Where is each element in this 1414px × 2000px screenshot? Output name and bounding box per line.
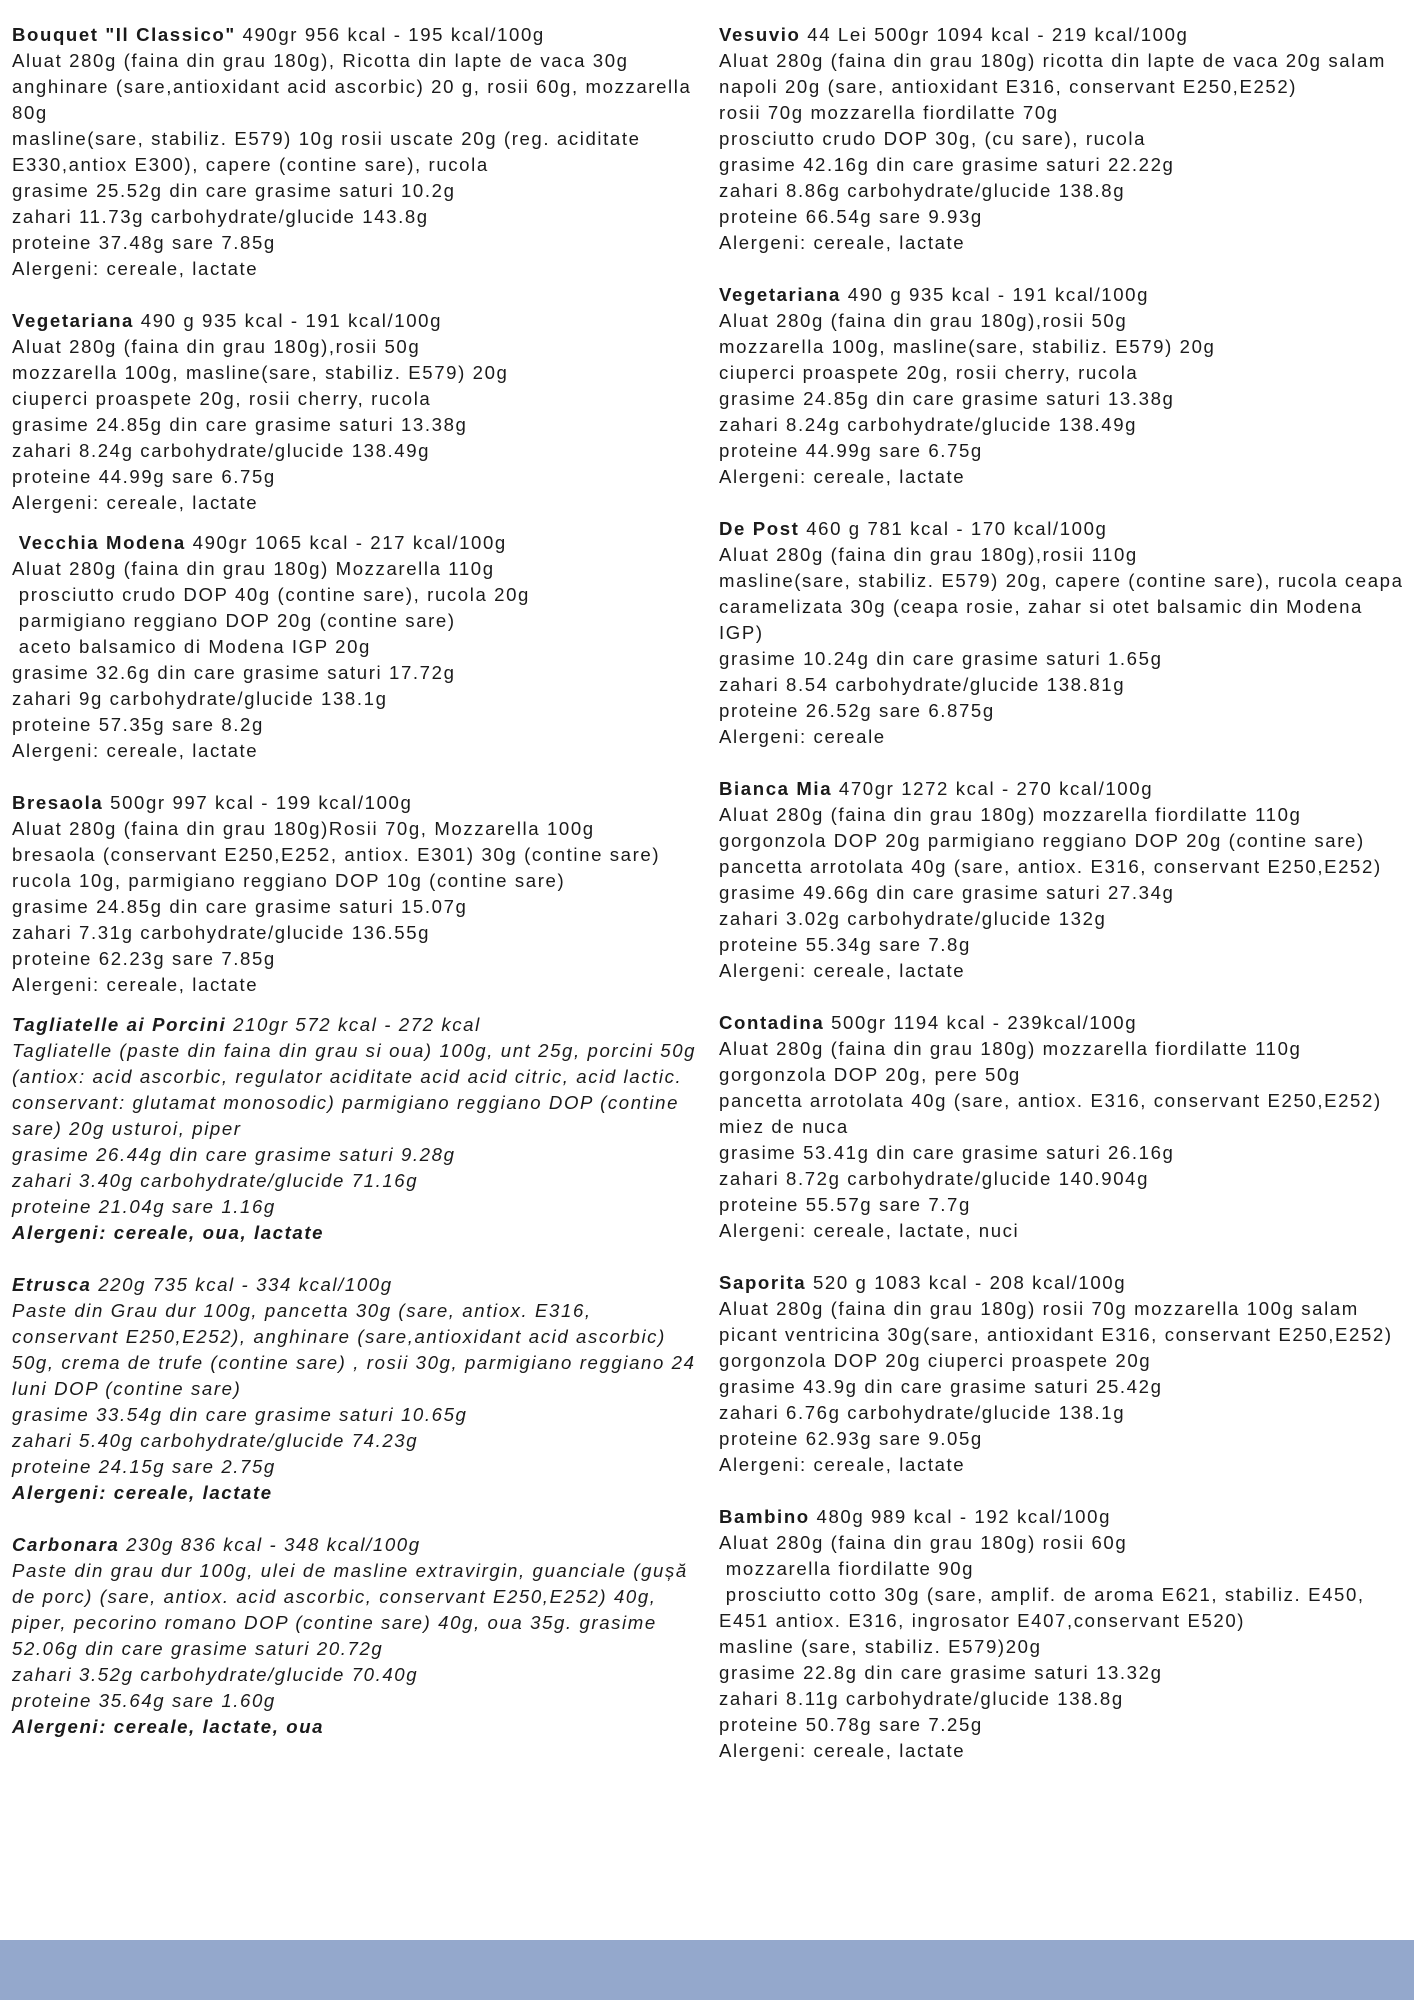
item-line: zahari 8.24g carbohydrate/glucide 138.49g bbox=[719, 414, 1138, 435]
item-name: Bresaola bbox=[12, 792, 104, 813]
item-line: prosciutto cotto 30g (sare, amplif. de aroma E621, stabiliz. E450, E451 antiox. E316, ingrosator E407,conservant E520) bbox=[719, 1584, 1372, 1631]
item-line: grasime 26.44g din care grasime saturi 9.28g bbox=[12, 1144, 456, 1165]
menu-item-de-post bbox=[719, 516, 1409, 750]
item-line: proteine 62.23g sare 7.85g bbox=[12, 948, 276, 969]
item-line: proteine 44.99g sare 6.75g bbox=[719, 440, 983, 461]
item-line: zahari 9g carbohydrate/glucide 138.1g bbox=[12, 688, 388, 709]
item-line: zahari 8.11g carbohydrate/glucide 138.8g bbox=[719, 1688, 1124, 1709]
item-line: Tagliatelle (paste din faina din grau si oua) 100g, unt 25g, porcini 50g (antiox: acid ascorbic, regulator aciditate acid acid citric, acid lactic. conservant: glutamat monosodic) parmigiano reggiano DOP (contine sare) 20g usturoi, piper bbox=[12, 1040, 703, 1139]
item-line: proteine 44.99g sare 6.75g bbox=[12, 466, 276, 487]
item-line: mozzarella fiordilatte 90g bbox=[719, 1558, 975, 1579]
item-line: Aluat 280g (faina din grau 180g),rosii 110g bbox=[719, 544, 1138, 565]
item-name: Vecchia Modena bbox=[12, 532, 186, 553]
menu-item-bresaola bbox=[12, 790, 702, 998]
item-line: zahari 3.52g carbohydrate/glucide 70.40g bbox=[12, 1664, 419, 1685]
item-line: Aluat 280g (faina din grau 180g)Rosii 70g, Mozzarella 100g bbox=[12, 818, 595, 839]
item-details: 470gr 1272 kcal - 270 kcal/100g bbox=[832, 778, 1154, 799]
item-line: proteine 37.48g sare 7.85g bbox=[12, 232, 276, 253]
menu-item-bianca-mia bbox=[719, 776, 1409, 984]
item-details: 230g 836 kcal - 348 kcal/100g bbox=[119, 1534, 421, 1555]
item-line: zahari 6.76g carbohydrate/glucide 138.1g bbox=[719, 1402, 1126, 1423]
menu-item-vegetariana bbox=[12, 308, 702, 516]
item-line: masline(sare, stabiliz. E579) 10g rosii uscate 20g (reg. aciditate E330,antiox E300), capere (contine sare), rucola bbox=[12, 128, 648, 175]
item-name: Tagliatelle ai Porcini bbox=[12, 1014, 227, 1035]
item-name: De Post bbox=[719, 518, 800, 539]
item-name: Contadina bbox=[719, 1012, 825, 1033]
menu-column-left bbox=[12, 22, 702, 1766]
item-allergens: Alergeni: cereale, lactate, nuci bbox=[719, 1220, 1020, 1241]
item-allergens: Alergeni: cereale, lactate bbox=[12, 1482, 273, 1503]
item-line: Aluat 280g (faina din grau 180g) rosii 70g mozzarella 100g salam picant ventricina 30g(sare, antioxidant E316, conservant E250,E252) bbox=[719, 1298, 1393, 1345]
item-line: zahari 8.72g carbohydrate/glucide 140.904g bbox=[719, 1168, 1150, 1189]
item-line: zahari 8.54 carbohydrate/glucide 138.81g bbox=[719, 674, 1126, 695]
item-line: proteine 21.04g sare 1.16g bbox=[12, 1196, 276, 1217]
menu-item-vesuvio bbox=[719, 22, 1409, 256]
item-line: masline (sare, stabiliz. E579)20g bbox=[719, 1636, 1042, 1657]
menu-item-carbonara bbox=[12, 1532, 702, 1740]
item-line: Aluat 280g (faina din grau 180g) mozzarella fiordilatte 110g bbox=[719, 1038, 1302, 1059]
item-line: proteine 24.15g sare 2.75g bbox=[12, 1456, 276, 1477]
item-details: 490gr 956 kcal - 195 kcal/100g bbox=[235, 24, 545, 45]
item-allergens: Alergeni: cereale, lactate, oua bbox=[12, 1716, 325, 1737]
item-line: masline(sare, stabiliz. E579) 20g, capere (contine sare), rucola ceapa caramelizata 30g (ceapa rosie, zahar si otet balsamic din Modena IGP) bbox=[719, 570, 1411, 643]
item-line: zahari 8.24g carbohydrate/glucide 138.49g bbox=[12, 440, 431, 461]
item-details: 490 g 935 kcal - 191 kcal/100g bbox=[841, 284, 1150, 305]
item-line: Paste din Grau dur 100g, pancetta 30g (sare, antiox. E316, conservant E250,E252), anghinare (sare,antioxidant acid ascorbic) 50g, crema de trufe (contine sare) , rosii 30g, parmigiano reggiano 24 luni DOP (contine sare) bbox=[12, 1300, 703, 1399]
menu-item-saporita bbox=[719, 1270, 1409, 1478]
item-name: Vegetariana bbox=[719, 284, 841, 305]
item-details: 220g 735 kcal - 334 kcal/100g bbox=[91, 1274, 393, 1295]
item-line: grasime 24.85g din care grasime saturi 13.38g bbox=[12, 414, 468, 435]
item-line: proteine 66.54g sare 9.93g bbox=[719, 206, 983, 227]
item-line: zahari 7.31g carbohydrate/glucide 136.55g bbox=[12, 922, 431, 943]
item-details: 500gr 1194 kcal - 239kcal/100g bbox=[824, 1012, 1138, 1033]
menu-item-vegetariana-right bbox=[719, 282, 1409, 490]
item-line: Aluat 280g (faina din grau 180g), Ricotta din lapte de vaca 30g bbox=[12, 50, 629, 71]
item-line: gorgonzola DOP 20g, pere 50g bbox=[719, 1064, 1021, 1085]
item-name: Bouquet "Il Classico" bbox=[12, 24, 236, 45]
item-name: Carbonara bbox=[12, 1534, 120, 1555]
item-allergens: Alergeni: cereale, lactate bbox=[719, 960, 966, 981]
item-allergens: Alergeni: cereale, lactate bbox=[719, 1454, 966, 1475]
item-line: grasime 25.52g din care grasime saturi 10.2g bbox=[12, 180, 456, 201]
item-line: gorgonzola DOP 20g ciuperci proaspete 20g bbox=[719, 1350, 1152, 1371]
item-line: parmigiano reggiano DOP 20g (contine sare) bbox=[12, 610, 456, 631]
item-line: miez de nuca bbox=[719, 1116, 849, 1137]
item-allergens: Alergeni: cereale, lactate bbox=[719, 1740, 966, 1761]
item-line: Aluat 280g (faina din grau 180g),rosii 50g bbox=[12, 336, 421, 357]
item-line: zahari 8.86g carbohydrate/glucide 138.8g bbox=[719, 180, 1126, 201]
menu-item-etrusca bbox=[12, 1272, 702, 1506]
item-allergens: Alergeni: cereale, lactate bbox=[12, 492, 259, 513]
item-line: grasime 42.16g din care grasime saturi 22.22g bbox=[719, 154, 1175, 175]
item-line: proteine 62.93g sare 9.05g bbox=[719, 1428, 983, 1449]
item-name: Saporita bbox=[719, 1272, 807, 1293]
item-line: grasime 53.41g din care grasime saturi 26.16g bbox=[719, 1142, 1175, 1163]
menu-column-right bbox=[719, 22, 1409, 1790]
item-name: Etrusca bbox=[12, 1274, 92, 1295]
item-name: Vesuvio bbox=[719, 24, 801, 45]
item-line: Aluat 280g (faina din grau 180g) ricotta din lapte de vaca 20g salam napoli 20g (sare, antioxidant E316, conservant E250,E252) bbox=[719, 50, 1393, 97]
item-line: grasime 10.24g din care grasime saturi 1.65g bbox=[719, 648, 1163, 669]
item-line: zahari 3.02g carbohydrate/glucide 132g bbox=[719, 908, 1107, 929]
menu-item-tagliatelle-ai-porcini bbox=[12, 1012, 702, 1246]
item-details: 480g 989 kcal - 192 kcal/100g bbox=[809, 1506, 1112, 1527]
item-allergens: Alergeni: cereale, lactate bbox=[12, 258, 259, 279]
item-details: 490 g 935 kcal - 191 kcal/100g bbox=[134, 310, 443, 331]
menu-item-contadina bbox=[719, 1010, 1409, 1244]
item-line: grasime 22.8g din care grasime saturi 13.32g bbox=[719, 1662, 1163, 1683]
item-line: proteine 35.64g sare 1.60g bbox=[12, 1690, 276, 1711]
item-allergens: Alergeni: cereale, lactate bbox=[12, 974, 259, 995]
item-allergens: Alergeni: cereale, lactate bbox=[12, 740, 259, 761]
item-line: grasime 24.85g din care grasime saturi 15.07g bbox=[12, 896, 468, 917]
item-line: proteine 50.78g sare 7.25g bbox=[719, 1714, 983, 1735]
item-line: Aluat 280g (faina din grau 180g) Mozzarella 110g bbox=[12, 558, 495, 579]
item-line: Aluat 280g (faina din grau 180g) mozzarella fiordilatte 110g gorgonzola DOP 20g parmigiano reggiano DOP 20g (contine sare) pancetta arrotolata 40g (sare, antiox. E316, conservant E250,E252) bbox=[719, 804, 1382, 877]
item-details: 520 g 1083 kcal - 208 kcal/100g bbox=[806, 1272, 1127, 1293]
item-line: Aluat 280g (faina din grau 180g),rosii 50g bbox=[719, 310, 1128, 331]
item-line: pancetta arrotolata 40g (sare, antiox. E316, conservant E250,E252) bbox=[719, 1090, 1382, 1111]
item-line: proteine 55.57g sare 7.7g bbox=[719, 1194, 971, 1215]
item-line: zahari 11.73g carbohydrate/glucide 143.8g bbox=[12, 206, 429, 227]
item-line: zahari 5.40g carbohydrate/glucide 74.23g bbox=[12, 1430, 419, 1451]
item-line: Paste din grau dur 100g, ulei de masline extravirgin, guanciale (gușă de porc) (sare, antiox. acid ascorbic, conservant E250,E252) 40g, piper, pecorino romano DOP (contine sare) 40g, oua 35g. grasime 52.06g din care grasime saturi 20.72g bbox=[12, 1560, 695, 1659]
item-details: 44 Lei 500gr 1094 kcal - 219 kcal/100g bbox=[800, 24, 1189, 45]
item-line: grasime 43.9g din care grasime saturi 25.42g bbox=[719, 1376, 1163, 1397]
item-line: proteine 26.52g sare 6.875g bbox=[719, 700, 995, 721]
item-line: prosciutto crudo DOP 30g, (cu sare), rucola bbox=[719, 128, 1147, 149]
item-line: grasime 33.54g din care grasime saturi 10.65g bbox=[12, 1404, 468, 1425]
item-details: 210gr 572 kcal - 272 kcal bbox=[226, 1014, 481, 1035]
item-line: grasime 49.66g din care grasime saturi 27.34g bbox=[719, 882, 1175, 903]
item-line: mozzarella 100g, masline(sare, stabiliz. E579) 20g bbox=[12, 362, 509, 383]
menu-item-bambino bbox=[719, 1504, 1409, 1764]
menu-item-il-classico bbox=[12, 22, 702, 282]
item-allergens: Alergeni: cereale bbox=[719, 726, 886, 747]
item-line: proteine 55.34g sare 7.8g bbox=[719, 934, 971, 955]
item-name: Vegetariana bbox=[12, 310, 134, 331]
item-details: 500gr 997 kcal - 199 kcal/100g bbox=[103, 792, 413, 813]
item-line: prosciutto crudo DOP 40g (contine sare), rucola 20g bbox=[12, 584, 530, 605]
footer-band bbox=[0, 1940, 1414, 2000]
item-allergens: Alergeni: cereale, lactate bbox=[719, 232, 966, 253]
item-allergens: Alergeni: cereale, oua, lactate bbox=[12, 1222, 325, 1243]
item-line: grasime 32.6g din care grasime saturi 17.72g bbox=[12, 662, 456, 683]
item-line: anghinare (sare,antioxidant acid ascorbic) 20 g, rosii 60g, mozzarella 80g bbox=[12, 76, 699, 123]
item-line: ciuperci proaspete 20g, rosii cherry, rucola bbox=[12, 388, 432, 409]
item-line: aceto balsamico di Modena IGP 20g bbox=[12, 636, 371, 657]
item-details: 460 g 781 kcal - 170 kcal/100g bbox=[799, 518, 1108, 539]
item-name: Bianca Mia bbox=[719, 778, 833, 799]
item-line: mozzarella 100g, masline(sare, stabiliz. E579) 20g bbox=[719, 336, 1216, 357]
item-name: Bambino bbox=[719, 1506, 810, 1527]
menu-item-vecchia-modena bbox=[12, 530, 702, 764]
item-line: zahari 3.40g carbohydrate/glucide 71.16g bbox=[12, 1170, 419, 1191]
item-line: bresaola (conservant E250,E252, antiox. E301) 30g (contine sare) rucola 10g, parmigiano reggiano DOP 10g (contine sare) bbox=[12, 844, 667, 891]
item-line: ciuperci proaspete 20g, rosii cherry, rucola bbox=[719, 362, 1139, 383]
item-line: grasime 24.85g din care grasime saturi 13.38g bbox=[719, 388, 1175, 409]
item-allergens: Alergeni: cereale, lactate bbox=[719, 466, 966, 487]
item-line: Aluat 280g (faina din grau 180g) rosii 60g bbox=[719, 1532, 1128, 1553]
item-line: rosii 70g mozzarella fiordilatte 70g bbox=[719, 102, 1059, 123]
item-line: proteine 57.35g sare 8.2g bbox=[12, 714, 264, 735]
item-details: 490gr 1065 kcal - 217 kcal/100g bbox=[185, 532, 507, 553]
